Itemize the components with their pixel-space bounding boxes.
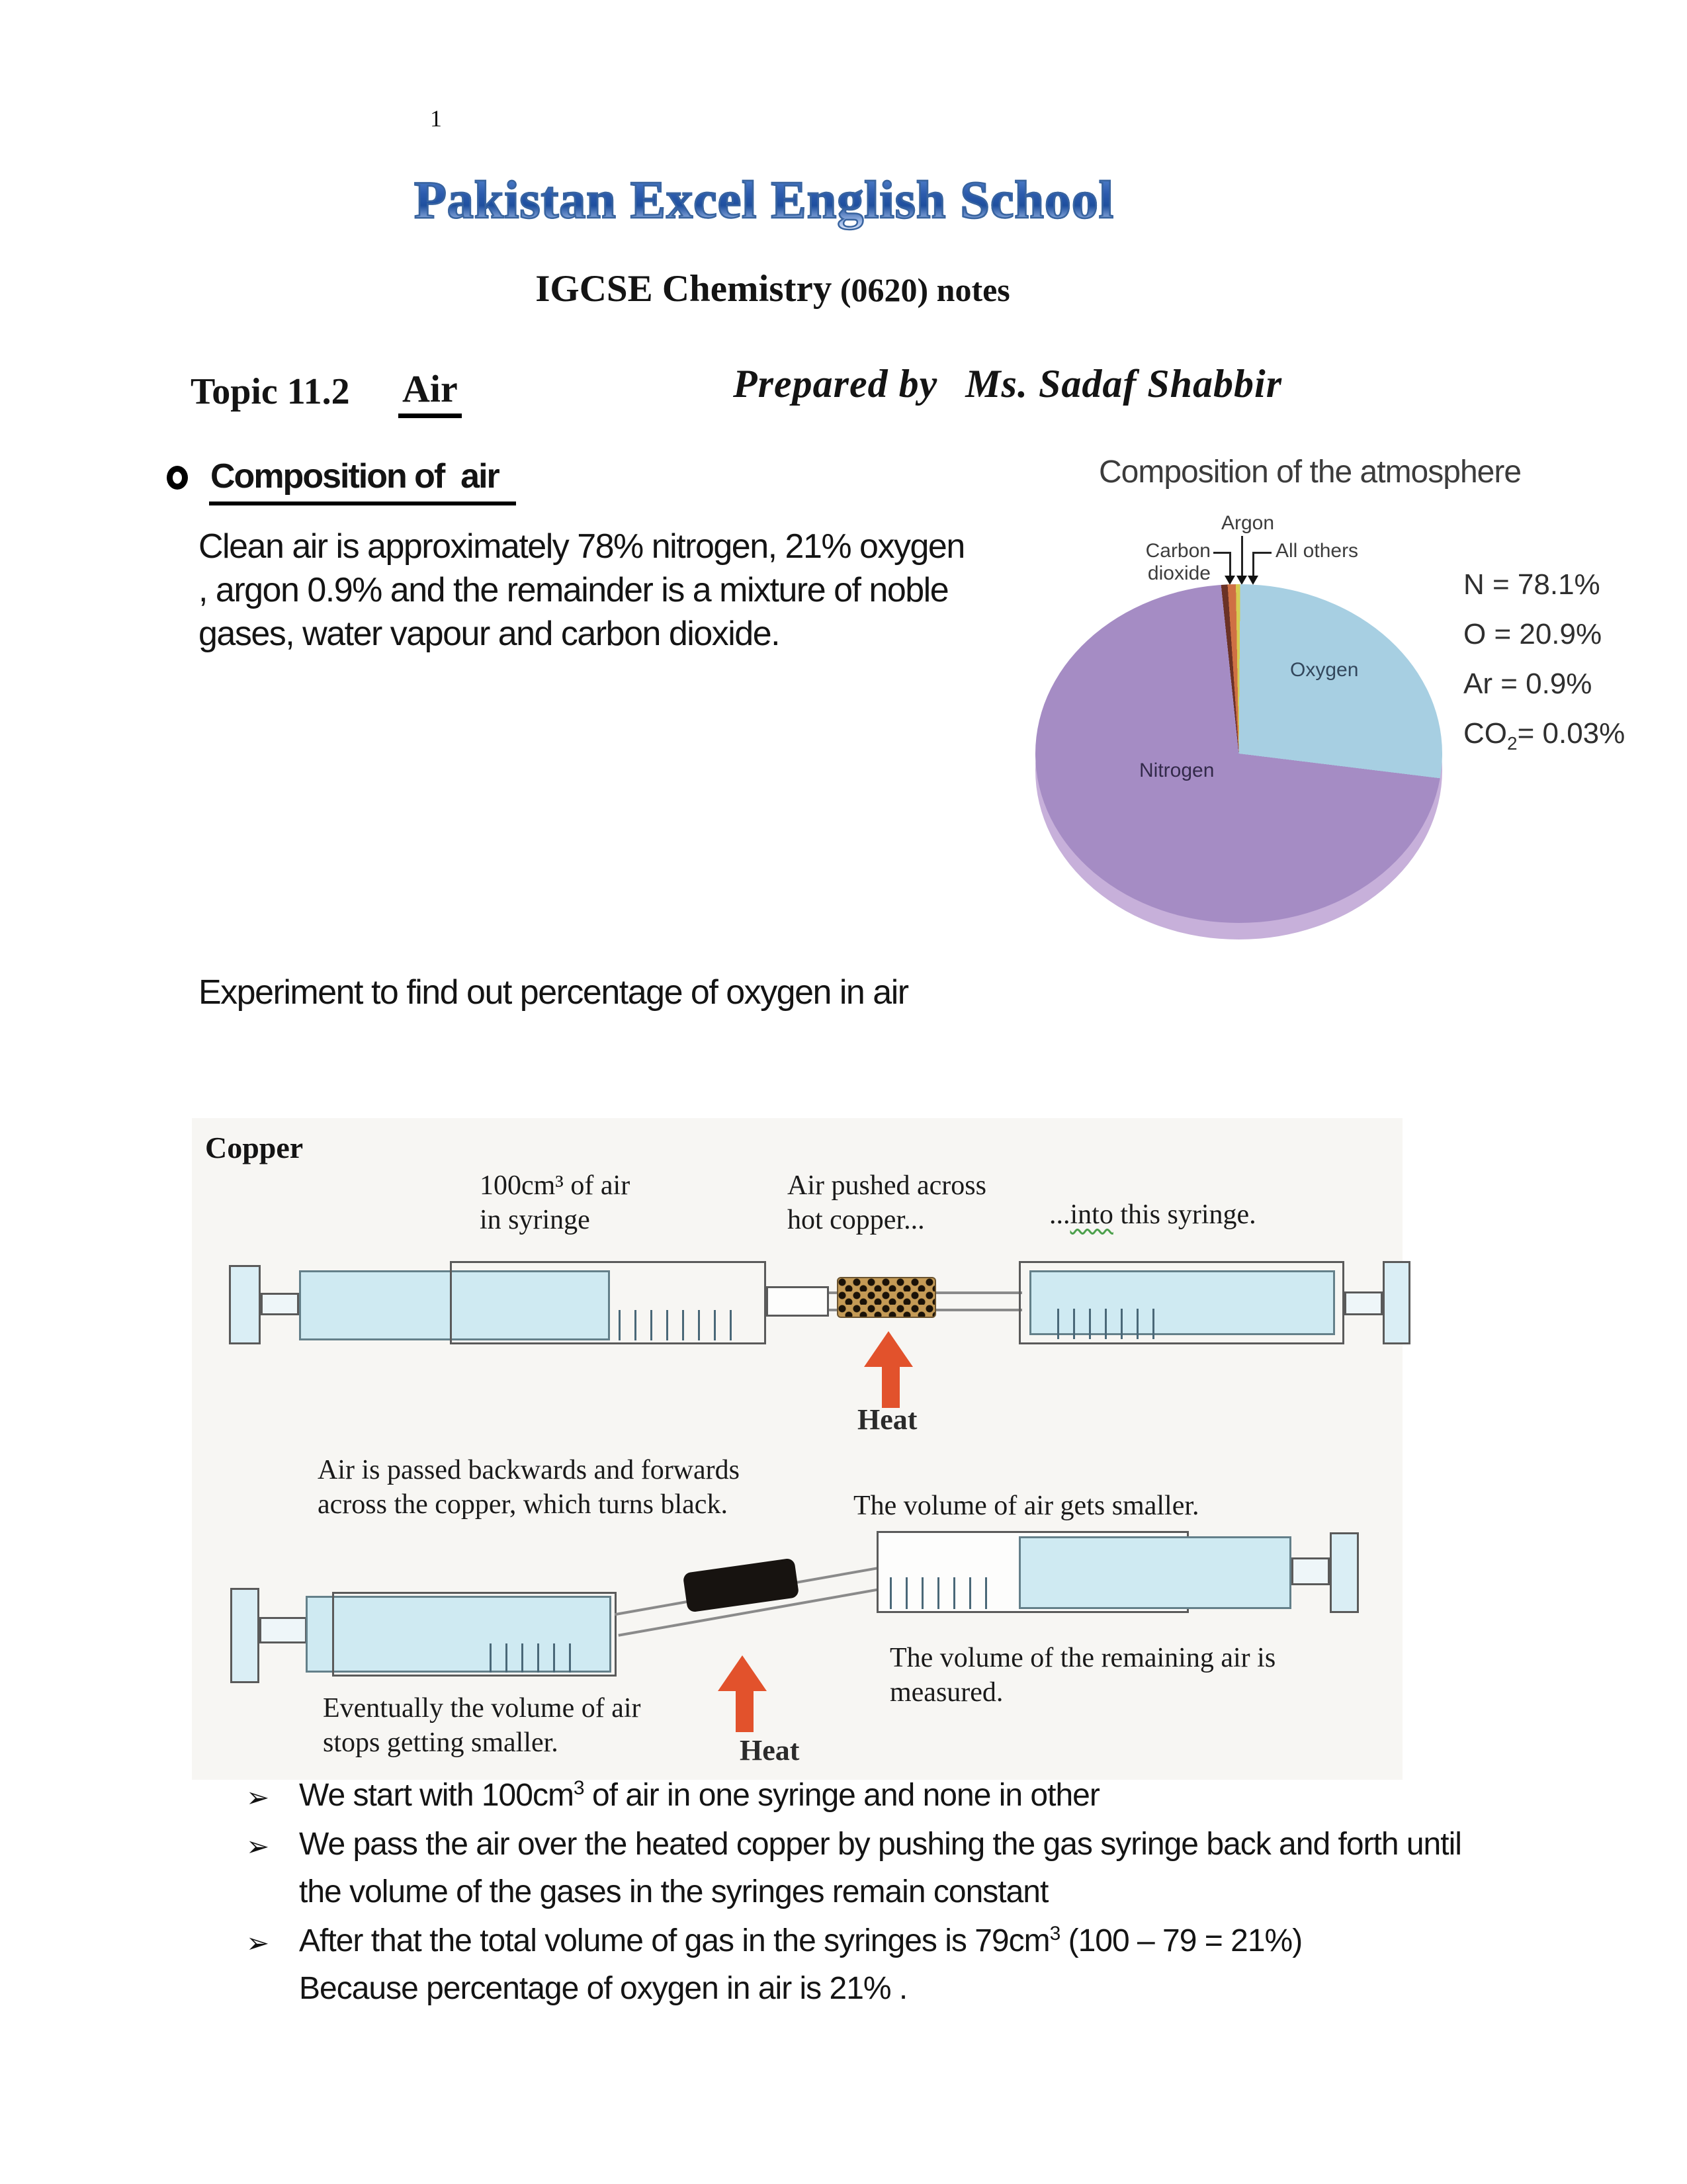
syringe-plunger-rod [259,1617,307,1643]
bullet-item-3-line-2: Because percentage of oxygen in air is 21% . [299,1971,908,2006]
prepared-name: Ms. Sadaf Shabbir [965,362,1283,406]
heat-arrow-icon [864,1331,917,1408]
bullet-item-2-line-1: We pass the air over the heated copper by pushing the gas syringe back and forth until [299,1827,1461,1862]
experiment-intro: Experiment to find out percentage of oxygen in air [198,973,908,1012]
legend-co2: $CO_2= 0.03\%$ [1463,717,1625,754]
topic-label: Topic 11.2 [191,371,350,412]
callout-line [1241,536,1243,577]
paragraph-line: gases, water vapour and carbon dioxide. [198,615,780,653]
syringe-scale-ticks [490,1643,576,1673]
legend-nitrogen: N = 78.1% [1463,568,1600,601]
callout-arrow-icon [1225,576,1235,585]
legend-argon: Ar = 0.9% [1463,668,1592,700]
pie-label-all-others: All others [1276,540,1359,562]
pie-label-argon: Argon [1221,512,1275,534]
syringe-plunger-rod [1344,1291,1383,1315]
slice-label-nitrogen: Nitrogen [1139,760,1215,781]
heat-label: Heat [740,1734,800,1767]
pie-chart [1035,584,1442,923]
page-number: 1 [430,105,442,132]
paragraph-line: Clean air is approximately 78% nitrogen, 21% oxygen [198,527,965,566]
heat-label: Heat [857,1403,918,1436]
syringe-plunger-rod [1291,1557,1330,1585]
bullet-item-3-line-1: After that the total volume of gas in the syringes is $79cm^3$ (100 – 79 = 21%) [299,1923,1303,1958]
ring-bullet-icon [167,466,188,490]
caption-backwards-forwards: Air is passed backwards and forwards across the copper, which turns black. [318,1455,740,1520]
caption-remaining-air: The volume of the remaining air is measured. [890,1643,1276,1708]
copper-in-tube [837,1277,936,1318]
callout-line [1213,552,1229,554]
pie-chart-title: Composition of the atmosphere [1098,455,1522,490]
arrow-bullet-icon: ➢ [246,1782,270,1813]
spellcheck-squiggle: into [1070,1200,1113,1230]
arrow-bullet-icon: ➢ [246,1927,270,1958]
callout-line [1254,552,1272,554]
pie-legend [1463,560,1625,768]
caption-pushed: Air pushed across hot copper... [787,1170,986,1235]
arrow-bullet-icon: ➢ [246,1831,270,1862]
bullet-item-2-line-2: the volume of the gases in the syringes remain constant [299,1874,1049,1909]
callout-line [1229,552,1231,577]
syringe-scale-ticks [1057,1309,1156,1339]
syringe-plunger-rod [261,1293,299,1315]
syringe-plunger-flange [230,1588,259,1683]
callout-arrow-icon [1248,576,1258,585]
course-name: IGCSE Chemistry [535,268,832,310]
prepared-by [733,361,1282,407]
syringe-plunger-flange [229,1265,261,1344]
course-title [475,267,1070,310]
callout-arrow-icon [1236,576,1247,585]
legend-oxygen: O = 20.9% [1463,618,1602,650]
school-title: Pakistan Excel English School [370,171,1158,231]
syringe-scale-ticks [619,1310,738,1340]
section-heading: Composition of air [209,457,516,505]
slice-label-oxygen: Oxygen [1290,659,1359,681]
syringe-nozzle [766,1286,829,1317]
pie-label-carbon-dioxide: Carbon dioxide [1145,540,1211,584]
caption-volume-smaller: The volume of air gets smaller. [853,1491,1199,1521]
experiment-diagram [192,1118,1403,1780]
callout-line [1252,552,1254,577]
course-code-notes: (0620) notes [832,271,1010,308]
composition-paragraph [198,525,965,656]
connecting-tube [936,1291,1022,1311]
caption-into-syringe: ...into this syringe. [1049,1200,1256,1230]
paragraph-line: , argon 0.9% and the remainder is a mixture of noble [198,571,949,609]
syringe-plunger-flange [1383,1261,1410,1344]
copper-label: Copper [205,1131,304,1164]
heat-arrow-icon [718,1655,771,1732]
prepared-label: Prepared by [733,362,938,406]
syringe-plunger-flange [1330,1532,1359,1613]
syringe-plunger [1019,1536,1291,1609]
bullet-item-1: We start with $100cm^3$ of air in one syringe and none in other [299,1777,1100,1813]
syringe-scale-ticks [890,1577,996,1609]
caption-volume: 100cm³ of air in syringe [480,1170,630,1235]
topic-title: Air [398,367,462,418]
caption-eventually: Eventually the volume of air stops getting smaller. [323,1693,641,1758]
